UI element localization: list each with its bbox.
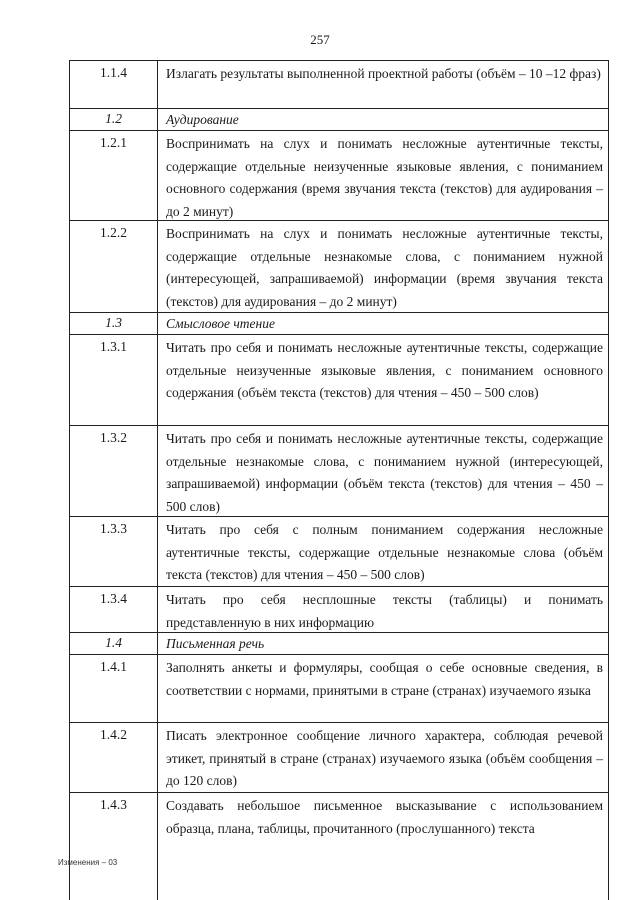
section-row [70,109,608,131]
row-code: 1.2.1 [70,131,158,220]
row-description: Заполнять анкеты и формуляры, сообщая о себе основные сведения, в соответствии с нормами, принятыми в стране (странах) изучаемого языка [166,660,603,698]
table-row [70,517,608,587]
table-row [70,335,608,426]
section-title: Письменная речь [166,636,265,651]
competency-table [69,60,609,900]
footer-revision: Изменения – 03 [58,858,118,867]
table-row [70,131,608,221]
row-description: Читать про себя несплошные тексты (таблицы) и понимать представленную в них информацию [166,592,603,630]
section-code: 1.3 [70,313,158,334]
row-code: 1.3.4 [70,587,158,632]
section-title: Аудирование [166,112,239,127]
table-row [70,221,608,313]
row-description: Воспринимать на слух и понимать несложные аутентичные тексты, содержащие отдельные незнакомые слова, с пониманием нужной (интересующей, запрашиваемой) информации (время звучания текста (текстов) для аудирования – до 2 минут) [166,226,603,309]
section-code: 1.2 [70,109,158,130]
row-code: 1.2.2 [70,221,158,312]
row-code: 1.3.3 [70,517,158,586]
row-code: 1.4.3 [70,793,158,900]
table-row [70,426,608,517]
row-code: 1.3.1 [70,335,158,425]
table-row [70,655,608,723]
row-description: Излагать результаты выполненной проектной работы (объём – 10 –12 фраз) [166,66,601,81]
section-code: 1.4 [70,633,158,654]
section-title: Смысловое чтение [166,316,275,331]
row-code: 1.4.1 [70,655,158,722]
table-row [70,61,608,109]
row-description: Создавать небольшое письменное высказывание с использованием образца, плана, таблицы, прочитанного (прослушанного) текста [166,798,603,836]
page-number: 257 [310,32,330,47]
row-code: 1.3.2 [70,426,158,516]
row-description: Читать про себя и понимать несложные аутентичные тексты, содержащие отдельные незнакомые слова, с пониманием нужной (интересующей, запрашиваемой) информации (объём текста (текстов) для чтения – 450 – 500 слов) [166,431,603,514]
section-row [70,633,608,655]
row-code: 1.1.4 [70,61,158,108]
row-description: Писать электронное сообщение личного характера, соблюдая речевой этикет, принятый в стране (странах) изучаемого языка (объём сообщения – до 120 слов) [166,728,603,788]
table-row [70,587,608,633]
row-description: Воспринимать на слух и понимать несложные аутентичные тексты, содержащие отдельные неизученные языковые явления, с пониманием основного содержания (время звучания текста (текстов) для аудирования – до 2 минут) [166,136,603,219]
row-description: Читать про себя и понимать несложные аутентичные тексты, содержащие отдельные неизученные языковые явления, с пониманием основного содержания (объём текста (текстов) для чтения – 450 – 500 слов) [166,340,603,400]
table-row [70,793,608,900]
table-row [70,723,608,793]
section-row [70,313,608,335]
row-description: Читать про себя с полным пониманием содержания несложные аутентичные тексты, содержащие отдельные незнакомые слова (объём текста (текстов) для чтения – 450 – 500 слов) [166,522,603,582]
row-code: 1.4.2 [70,723,158,792]
